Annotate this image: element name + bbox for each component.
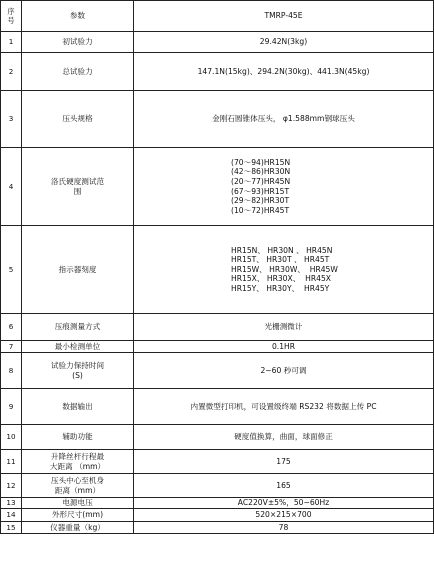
table-row (1, 450, 434, 474)
row-number-cell: 13 (1, 498, 22, 509)
param-name-cell (22, 314, 134, 341)
row-number-cell: 2 (1, 53, 22, 91)
row-number-cell: 8 (1, 353, 22, 389)
param-name-line: (S) (72, 370, 83, 380)
param-name-line: 大距离 （mm） (49, 461, 106, 471)
row-number-cell: 12 (1, 474, 22, 498)
row-number-cell: 10 (1, 425, 22, 450)
param-name-line: 辅助功能 (62, 432, 93, 442)
param-value-cell (134, 91, 434, 148)
param-value-line: 147.1N(15kg)、294.2N(30kg)、441.3N(45kg) (197, 66, 370, 76)
param-name-line: 试验力保持时间 (50, 360, 105, 370)
table-row (1, 341, 434, 353)
param-name-cell (22, 509, 134, 522)
header-value-cell (134, 1, 434, 32)
table-row (1, 522, 434, 534)
param-value-cell (134, 450, 434, 474)
param-value-line: (10～72)HR45T (231, 205, 290, 215)
param-name-cell (22, 450, 134, 474)
param-name-cell (22, 226, 134, 314)
param-name-cell (22, 474, 134, 498)
param-value-cell (134, 53, 434, 91)
param-name-cell (22, 32, 134, 53)
table-row (1, 498, 434, 509)
row-number-cell: 7 (1, 341, 22, 353)
param-value-cell (134, 148, 434, 226)
spec-table-body (1, 1, 434, 534)
table-row (1, 148, 434, 226)
param-name-line: 压头中心至机身 (50, 475, 105, 485)
param-value-line: (29～82)HR30T (231, 196, 290, 206)
param-name-cell (22, 389, 134, 425)
param-name-cell (22, 53, 134, 91)
param-value-line: HR15X、 HR30X、 HR45X (231, 274, 331, 284)
param-value-cell (134, 314, 434, 341)
table-row (1, 425, 434, 450)
param-name-line: 围 (73, 186, 82, 196)
param-value-line: 29.42N(3kg) (259, 37, 308, 47)
param-value-line: 2~60 秒可调 (260, 365, 307, 375)
param-name-line: 仪器重量（kg） (50, 522, 105, 532)
table-row (1, 53, 434, 91)
param-value-cell (134, 389, 434, 425)
header-param-cell (22, 1, 134, 32)
param-value-line: (20～77)HR45N (231, 176, 291, 186)
param-value-cell (134, 509, 434, 522)
param-value-cell (134, 226, 434, 314)
row-number-cell: 1 (1, 32, 22, 53)
row-number-cell: 11 (1, 450, 22, 474)
param-value-cell (134, 498, 434, 509)
param-value-line: 内置微型打印机，可设置级终端 RS232 将数据上传 PC (190, 401, 377, 411)
param-value-line: AC220V±5%，50~60Hz (237, 498, 330, 508)
param-name-line: 洛氏硬度测试范 (50, 176, 105, 186)
param-value-line: 165 (276, 480, 291, 490)
param-value-cell (134, 32, 434, 53)
param-name-line: 电源电压 (62, 498, 93, 508)
row-number-cell: 6 (1, 314, 22, 341)
param-name-line: 压头规格 (62, 114, 93, 124)
param-value-line: HR15Y、 HR30Y、 HR45Y (231, 283, 330, 293)
row-number-cell: 3 (1, 91, 22, 148)
param-name-line: 初试验力 (62, 37, 93, 47)
param-name-line: 压痕测量方式 (54, 322, 101, 332)
row-number-cell: 5 (1, 226, 22, 314)
param-name-line: 升降丝杆行程最 (50, 451, 105, 461)
param-name-line: 数据输出 (62, 401, 93, 411)
param-name-cell (22, 341, 134, 353)
param-name-line: 距离（mm） (54, 485, 101, 495)
table-row (1, 474, 434, 498)
table-row (1, 353, 434, 389)
row-number-cell: 9 (1, 389, 22, 425)
param-name-cell (22, 498, 134, 509)
param-value-line: HR15W、 HR30W、 HR45W (231, 264, 338, 274)
table-row (1, 314, 434, 341)
param-value-cell (134, 341, 434, 353)
param-name-line: 最小检测单位 (54, 341, 101, 351)
row-number-cell: 14 (1, 509, 22, 522)
param-name-line: 指示器刻度 (58, 264, 97, 274)
header-no-cell (1, 1, 22, 32)
param-name-line: 外形尺寸(mm) (51, 510, 104, 520)
param-value-cell (134, 474, 434, 498)
param-value-cell (134, 522, 434, 534)
table-header-row (1, 1, 434, 32)
row-number-cell: 15 (1, 522, 22, 534)
param-name-cell (22, 91, 134, 148)
param-value-line: 78 (278, 522, 289, 532)
param-value-line: (42～86)HR30N (231, 167, 291, 177)
table-row (1, 226, 434, 314)
param-value-line: 硬度值换算，曲面，球面修正 (234, 432, 333, 442)
param-value-line: (67～93)HR15T (231, 186, 290, 196)
table-row (1, 509, 434, 522)
table-row (1, 389, 434, 425)
param-value-cell (134, 425, 434, 450)
param-value-line: 光栅测微计 (264, 322, 303, 332)
param-value-line: HR15N、 HR30N 、 HR45N (231, 245, 333, 255)
row-number-cell: 4 (1, 148, 22, 226)
param-name-cell (22, 425, 134, 450)
header-value-label: TMRP-45E (264, 11, 303, 21)
param-value-line: (70～94)HR15N (231, 157, 291, 167)
param-value-cell (134, 353, 434, 389)
param-name-cell (22, 522, 134, 534)
header-no-label: 序号 (7, 6, 15, 25)
header-param-label: 参数 (69, 11, 86, 21)
param-name-cell (22, 353, 134, 389)
param-name-line: 总试验力 (62, 66, 93, 76)
table-row (1, 32, 434, 53)
param-name-cell (22, 148, 134, 226)
param-value-line: 金刚石圆锥体压头， φ1.588mm钢球压头 (212, 114, 355, 124)
table-row (1, 91, 434, 148)
param-value-line: 175 (276, 456, 291, 466)
param-value-line: 520×215×700 (255, 510, 312, 520)
param-value-line: 0.1HR (271, 341, 296, 351)
param-value-line: HR15T、 HR30T 、 HR45T (231, 255, 330, 265)
